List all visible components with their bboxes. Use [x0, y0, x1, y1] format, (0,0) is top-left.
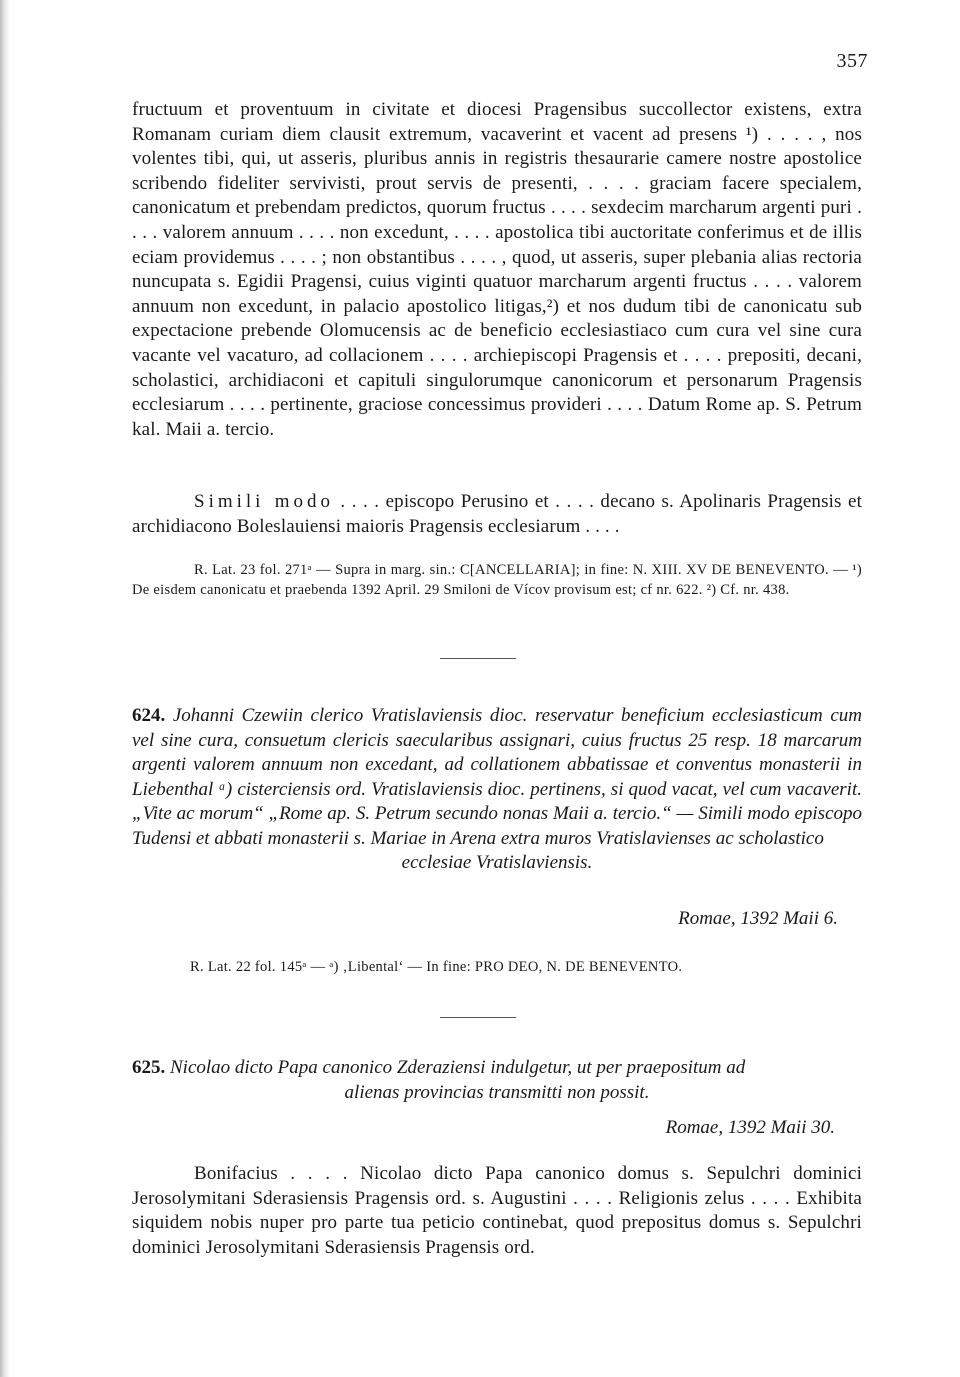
simili-modo-phrase: Simili modo	[194, 491, 334, 512]
entry-624-note-block	[132, 957, 862, 977]
entry-624-number: 624.	[132, 705, 166, 726]
entry-624-summary-end: ecclesiae Vratislaviensis.	[401, 852, 593, 873]
entry-625-summary-end: alienas provincias transmitti non possit.	[344, 1081, 650, 1103]
simili-modo-rest: . . . . episcopo Perusino et . . . . decano s. Apolinaris Pragensis et archidiacono Boleslauiensi maioris Pragensis ecclesiarum . . . .	[132, 491, 863, 537]
entry-625-body-block	[132, 1162, 862, 1260]
separator-rule	[440, 658, 516, 659]
footnote-text: R. Lat. 23 fol. 271ᵃ — Supra in marg. sin.: C[ANCELLARIA]; in fine: N. XIII. XV DE BENEVENTO. — ¹) De eisdem canonicatu et praebenda 1392 April. 29 Smiloni de Vícov provisum est; cf nr. 622. ²) Cf. nr. 438.	[132, 562, 862, 598]
entry-625-heading	[132, 1056, 862, 1105]
main-paragraph-block	[132, 98, 862, 442]
entry-625-body: Bonifacius . . . . Nicolao dicto Papa canonico domus s. Sepulchri dominici Jerosolymitani Sderasiensis Pragensis ord. s. Augustini . . . . Religionis zelus . . . . Exhibita siquidem nobis nuper pro parte tua peticio continebat, quod prepositus domus s. Sepulchri dominici Jerosolymitani Sderasiensis Pragensis ord.	[132, 1163, 862, 1258]
entry-625-summary: Nicolao dicto Papa canonico Zderaziensi indulgetur, ut per praepositum ad	[165, 1057, 746, 1078]
entry-624	[132, 704, 862, 876]
simili-modo-paragraph	[132, 490, 862, 539]
entry-624-heading	[132, 704, 862, 876]
entry-625	[132, 1056, 862, 1105]
entry-625-number: 625.	[132, 1057, 166, 1078]
footnote-block-623	[132, 560, 862, 600]
separator-rule-2	[440, 1017, 516, 1018]
page-edge-shadow	[0, 0, 10, 1377]
entry-624-date: Romae, 1392 Maii 6.	[678, 908, 838, 929]
charter-text-paragraph: fructuum et proventuum in civitate et diocesi Pragensibus succollector existens, extra Romanam curiam diem clausit extremum, vacaverint et vacent ad presens ¹) . . . . , nos volentes tibi, qui, ut asseris, pluribus annis in registris thesaurarie camere nostre apostolice scribendo fideliter servivisti, prout servis de presenti, . . . . graciam facere specialem, canonicatum et prebendam predictos, quorum fructus . . . . sexdecim marcharum argenti puri . . . . valorem annuum . . . . non excedunt, . . . . apostolica tibi auctoritate conferimus et de illis eciam providemus . . . . ; non obstantibus . . . . , quod, ut asseris, super plebania alias rectoria nuncupata s. Egidii Pragensi, cuius viginti quatuor marcharum argenti fructus . . . . valorem annuum non excedunt, in palacio apostolico litigas,²) et nos dudum tibi de canonicatu sub expectacione prebende Olomucensis ac de beneficio ecclesiastiaco cum cura vel sine cura vacante vel vacaturo, ad collacionem . . . . archiepiscopi Pragensis et . . . . prepositi, decani, scholastici, archidiaconi et capituli singulorumque canonicorum et personarum Pragensis ecclesiarum . . . . pertinente, graciose concessimus provideri . . . . Datum Rome ap. S. Petrum kal. Maii a. tercio.	[132, 99, 862, 440]
entry-625-date: Romae, 1392 Maii 30.	[665, 1117, 835, 1138]
entry-624-note: R. Lat. 22 fol. 145ᵃ — ᵃ) ‚Libental‘ — In fine: PRO DEO, N. DE BENEVENTO.	[190, 959, 683, 975]
page-number: 357	[836, 50, 868, 72]
entry-624-summary: Johanni Czewiin clerico Vratislaviensis dioc. reservatur beneficium ecclesiasticum cum vel sine cura, consuetum clericis saecularibus assignari, cuius fructus 25 resp. 18 marcarum argenti valorem annuum non excedant, ad collationem abbatissae et conventus monasterii in Liebenthal ᵃ) cisterciensis ord. Vratislaviensis dioc. pertinens, si quod vacat, vel cum vacaverit. „Vite ac morum“ „Rome ap. S. Petrum secundo nonas Maii a. tercio.“ — Simili modo episcopo Tudensi et abbati monasterii s. Mariae in Arena extra muros Vratislavienses ac scholastico	[132, 705, 862, 849]
